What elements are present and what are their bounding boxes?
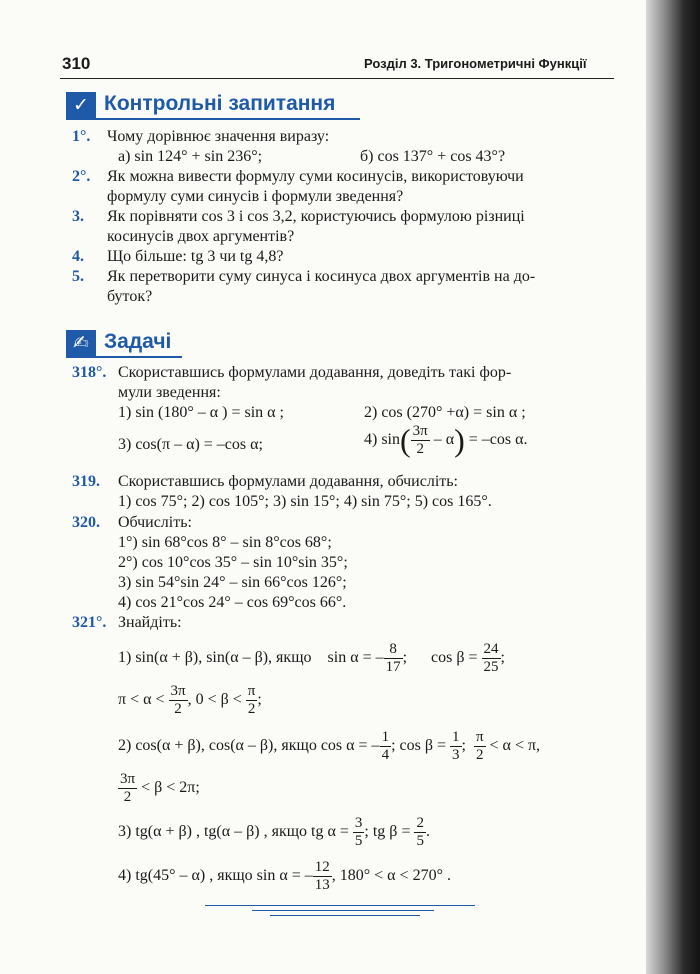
footer-rule-2 (252, 910, 434, 911)
task-318-line2: мули зведення: (118, 384, 221, 401)
header-rule (60, 78, 614, 79)
chapter-header: Розділ 3. Тригонометричні Функції (364, 56, 587, 71)
footer-rule-1 (205, 905, 475, 906)
task-321-title: Знайдіть: (118, 614, 182, 631)
questions-title: Контрольні запитання (104, 92, 336, 115)
task-320-item4: 4) cos 21°cos 24° – cos 69°cos 66°. (118, 594, 347, 611)
footer-rule-3 (270, 915, 420, 916)
task-321-item2-range: $\frac{3\pi}{2}$ < β < 2π; (120, 770, 200, 805)
question-1-b: б) cos 137° + cos 43°? (360, 148, 506, 165)
tasks-title-underline (66, 356, 182, 358)
question-3-line2: косинусів двох аргументів? (107, 228, 295, 245)
task-320-number: 320. (72, 514, 100, 531)
task-320-item1: 1°) sin 68°cos 8° – sin 8°cos 68°; (118, 534, 332, 551)
task-319-line1: Скориставшись формулами додавання, обчисліть: (118, 473, 458, 490)
pencil-icon: ✍ (66, 330, 96, 356)
question-5-line1: Як перетворити суму синуса і косинуса двох аргументів на до- (107, 268, 536, 285)
question-2-line1: Як можна вивести формулу суми косинусів, використовуючи (107, 168, 524, 185)
task-318-part2: 2) cos (270° +α) = sin α ; (364, 404, 526, 421)
task-318-number: 318°. (72, 364, 107, 381)
question-3-line1: Як порівняти cos 3 і cos 3,2, користуючись формулою різниці (107, 208, 525, 225)
task-318-part1: 1) sin (180° – α ) = sin α ; (118, 404, 284, 421)
task-321-item1: 1) sin(α + β), sin(α – β), якщо sin α = – $\frac{8}{17}$ ; cos β = $\frac{24}{25}$ ; (118, 640, 505, 675)
question-4-number: 4. (72, 248, 84, 265)
task-318-part4: 4) sin( $\frac{3\pi}{2}$ – α) = –cos α. (364, 422, 528, 458)
check-icon: ✓ (66, 92, 96, 118)
questions-title-underline (66, 118, 360, 120)
task-320-title: Обчисліть: (118, 514, 192, 531)
book-spine-shadow (646, 0, 700, 974)
question-5-line2: буток? (107, 288, 153, 305)
task-319-line2: 1) cos 75°; 2) cos 105°; 3) sin 15°; 4) sin 75°; 5) cos 165°. (118, 493, 492, 510)
task-321-item4: 4) tg(45° – α) , якщо sin α = – $\frac{12}{13}$ , 180° < α < 270° . (118, 858, 451, 893)
question-3-number: 3. (72, 208, 84, 225)
task-321-item2: 2) cos(α + β), cos(α – β), якщо cos α = – $\frac{1}{4}$ ; cos β = $\frac{1}{3}$ ; $\frac{\pi}{2}$ < α < π, (118, 728, 541, 763)
task-321-item1-range: π < α < $\frac{3\pi}{2}$ , 0 < β < $\frac{\pi}{2}$ ; (118, 682, 262, 717)
tasks-title: Задачі (104, 330, 172, 353)
task-320-item2: 2°) cos 10°cos 35° – sin 10°sin 35°; (118, 554, 348, 571)
task-319-number: 319. (72, 473, 100, 490)
question-1-number: 1°. (72, 128, 91, 145)
question-1-text: Чому дорівнює значення виразу: (107, 128, 330, 145)
question-1-a: а) sin 124° + sin 236°; (118, 148, 263, 165)
question-2-number: 2°. (72, 168, 91, 185)
task-320-item3: 3) sin 54°sin 24° – sin 66°cos 126°; (118, 574, 347, 591)
task-321-number: 321°. (72, 614, 107, 631)
task-318-line1: Скориставшись формулами додавання, доведіть такі фор- (118, 364, 512, 381)
task-321-item3: 3) tg(α + β) , tg(α – β) , якщо tg α = $\frac{3}{5}$ ; tg β = $\frac{2}{5}$ . (118, 814, 430, 849)
task-318-part3: 3) cos(π – α) = –cos α; (118, 436, 263, 453)
page-number: 310 (62, 54, 91, 73)
question-5-number: 5. (72, 268, 84, 285)
question-2-line2: формулу суми синусів і формули зведення? (107, 188, 404, 205)
question-4-text: Що більше: tg 3 чи tg 4,8? (107, 248, 284, 265)
